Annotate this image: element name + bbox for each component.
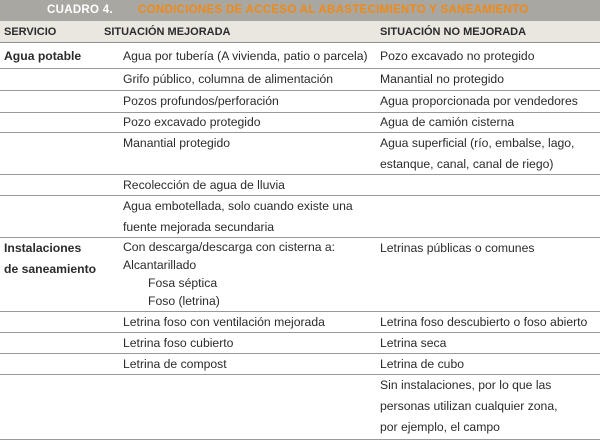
cell-line: Fosa séptica (148, 276, 218, 290)
cell-line: Recolección de agua de lluvia (123, 178, 285, 192)
header-no-mejorada: SITUACIÓN NO MEJORADA (380, 26, 527, 38)
cell-line: Letrina de cubo (380, 357, 465, 371)
cell-mejorada (123, 312, 369, 333)
cell-line: personas utilizan cualquier zona, (380, 399, 558, 413)
cell-mejorada (123, 175, 369, 196)
cell-line: Manantial no protegido (380, 72, 504, 86)
table-row (0, 44, 600, 69)
cell-line: Con descarga/descarga con cisterna a: (123, 240, 336, 254)
cell-no-mejorada (380, 312, 595, 333)
cell-mejorada (123, 333, 369, 354)
table-title-number: CUADRO 4. (47, 4, 113, 16)
cell-no-mejorada (380, 133, 595, 175)
cell-line: Pozo excavado no protegido (380, 49, 535, 63)
cell-line: Agua proporcionada por vendedores (380, 94, 578, 108)
cell-line: Manantial protegido (123, 136, 231, 150)
cell-line: fuente mejorada secundaria (123, 220, 275, 234)
cell-line: Pozo excavado protegido (123, 115, 261, 129)
cell-no-mejorada (380, 238, 595, 259)
cell-line: Letrina foso con ventilación mejorada (123, 315, 325, 329)
table-row (0, 196, 600, 238)
header-servicio: SERVICIO (4, 26, 57, 38)
cell-mejorada (123, 354, 369, 375)
cell-line: Instalaciones (4, 241, 82, 255)
cell-mejorada (123, 133, 369, 154)
table-row (0, 312, 600, 333)
cell-line: Foso (letrina) (148, 294, 220, 308)
cell-mejorada (123, 196, 369, 238)
table-row (0, 333, 600, 354)
cell-line: estanque, canal, canal de riego) (380, 157, 554, 171)
cell-line: de saneamiento (4, 262, 97, 276)
cell-line: Letrina foso descubierto o foso abierto (380, 315, 588, 329)
cell-mejorada (123, 91, 369, 112)
table-row (0, 175, 600, 196)
cell-mejorada (123, 238, 369, 310)
cell-no-mejorada (380, 69, 595, 90)
cell-line: Sin instalaciones, por lo que las (380, 378, 552, 392)
table-row (0, 133, 600, 175)
table-row (0, 91, 600, 113)
header-mejorada: SITUACIÓN MEJORADA (104, 26, 231, 38)
table-title (0, 0, 600, 21)
table-row (0, 238, 600, 312)
table-row (0, 354, 600, 375)
cell-no-mejorada (380, 333, 595, 354)
cell-line: Pozos profundos/perforación (123, 94, 279, 108)
table-row (0, 69, 600, 91)
table-row (0, 113, 600, 133)
cell-line: Letrinas públicas o comunes (380, 241, 535, 255)
cell-mejorada (123, 69, 369, 90)
cell-servicio (4, 238, 114, 280)
table-row (0, 375, 600, 440)
cell-line: por ejemplo, el campo (380, 420, 500, 434)
cell-servicio (4, 46, 114, 67)
cell-line: Agua por tubería (A vivienda, patio o parcela) (123, 49, 368, 63)
cell-line: Letrina seca (380, 336, 447, 350)
cell-line: Agua superficial (río, embalse, lago, (380, 136, 575, 150)
cell-mejorada (123, 112, 369, 133)
table-title-text: CONDICIONES DE ACCESO AL ABASTECIMIENTO Y SANEAMIENTO (138, 4, 529, 16)
cell-line: Alcantarillado (123, 258, 197, 272)
cell-line: Grifo público, columna de alimentación (123, 72, 334, 86)
cell-line: Agua potable (4, 49, 82, 63)
cell-line: Letrina de compost (123, 357, 227, 371)
cell-line: Letrina foso cubierto (123, 336, 234, 350)
cell-no-mejorada (380, 46, 595, 67)
cell-line: Agua de camión cisterna (380, 115, 515, 129)
table-header (0, 21, 600, 43)
cell-line: Agua embotellada, solo cuando existe una (123, 199, 353, 213)
cell-no-mejorada (380, 91, 595, 112)
cell-mejorada (123, 46, 369, 67)
cell-no-mejorada (380, 375, 595, 438)
cell-no-mejorada (380, 354, 595, 375)
cell-no-mejorada (380, 112, 595, 133)
